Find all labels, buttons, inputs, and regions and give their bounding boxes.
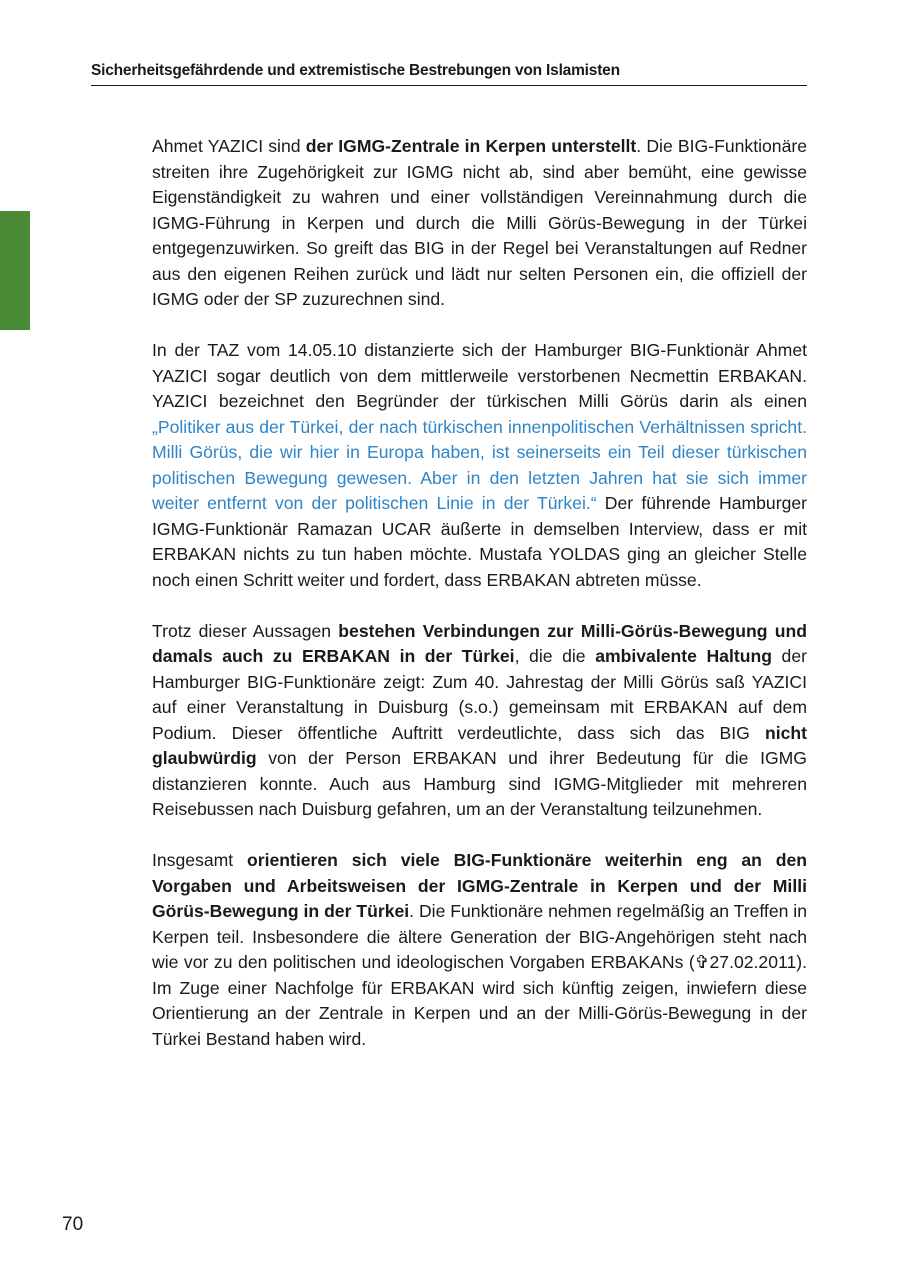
bold-segment: ambivalente Haltung xyxy=(595,646,772,666)
page-number: 70 xyxy=(62,1214,84,1235)
text-segment: Insgesamt xyxy=(152,850,247,870)
text-segment: von der Person ERBAKAN und ihrer Bedeutung für die IGMG distanzieren konnte. Auch aus Hamburg sind IGMG-Mitglieder mit mehreren Reisebussen nach Duisburg gefahren, um an der Veranstaltung teilzunehmen. xyxy=(152,748,807,819)
text-segment: . Die Funktionäre nehmen regelmäßig an Treffen in Kerpen teil. Insbesondere die ältere Generation der BIG-Angehörigen steht nach wie vor zu den politischen und ideologischen Vorgaben ERBAKANs (✞27.02.2011). Im Zuge einer Nachfolge für ERBAKAN wird sich künftig zeigen, inwiefern diese Orientierung an der Zentrale in Kerpen und an der Milli-Görüs-Bewegung in der Türkei Bestand haben wird. xyxy=(152,901,807,1049)
bold-segment: orientieren sich viele BIG-Funktionäre weiterhin eng an den Vorgaben und Arbeitsweisen der IGMG-Zentrale in Kerpen und der Milli Görüs-Bewegung in der Türkei xyxy=(152,850,807,921)
paragraph-1 xyxy=(152,134,807,313)
bold-segment: der IGMG-Zentrale in Kerpen unterstellt xyxy=(305,136,637,156)
bold-segment: nicht glaubwürdig xyxy=(152,722,807,768)
quote-segment: „Politiker aus der Türkei, der nach türkischen innenpolitischen Verhältnissen spricht. Milli Görüs, die wir hier in Europa haben, ist seinerseits ein Teil dieser türkischen politischen Bewegung gewesen. Aber in den letzten Jahren hat sie sich immer weiter entfernt von der politischen Linie in der Türkei.“ xyxy=(152,416,807,513)
paragraph-2 xyxy=(152,338,807,593)
header-rule xyxy=(91,85,807,86)
text-segment: Ahmet YAZICI sind xyxy=(152,136,306,156)
text-segment: Der führende Hamburger IGMG-Funktionär Ramazan UCAR äußerte in demselben Interview, dass er mit ERBAKAN nichts zu tun haben möchte. Mustafa YOLDAS ging an gleicher Stelle noch einen Schritt weiter und fordert, dass ERBAKAN abtreten müsse. xyxy=(152,493,807,590)
text-segment: , die die xyxy=(514,646,596,666)
paragraph-3 xyxy=(152,619,807,823)
body-text xyxy=(152,134,807,1078)
paragraph-4 xyxy=(152,848,807,1052)
text-segment: In der TAZ vom 14.05.10 distanzierte sich der Hamburger BIG-Funktionär Ahmet YAZICI sogar deutlich von dem mittlerweile verstorbenen Necmettin ERBAKAN. YAZICI bezeichnet den Begründer der türkischen Milli Görüs darin als einen xyxy=(152,340,807,411)
bold-segment: bestehen Verbindungen zur Milli-Görüs-Bewegung und damals auch zu ERBAKAN in der Türkei xyxy=(152,620,807,666)
text-segment: . Die BIG-Funktionäre streiten ihre Zugehörigkeit zur IGMG nicht ab, sind aber bemüht, eine gewisse Eigenständigkeit zu wahren und einer vollständigen Vereinnahmung durch die IGMG-Führung in Kerpen und durch die Milli Görüs-Bewegung in der Türkei entgegenzuwirken. So greift das BIG in der Regel bei Veranstaltungen auf Redner aus den eigenen Reihen zurück und lädt nur selten Personen ein, die offiziell der IGMG oder der SP zuzurechnen sind. xyxy=(152,136,807,309)
running-header-title: Sicherheitsgefährdende und extremistische Bestrebungen von Islamisten xyxy=(91,62,620,79)
text-segment: der Hamburger BIG-Funktionäre zeigt: Zum 40. Jahrestag der Milli Görüs saß YAZICI auf einer Veranstaltung in Duisburg (s.o.) gemeinsam mit ERBAKAN auf dem Podium. Dieser öffentliche Auftritt verdeutlichte, dass sich das BIG xyxy=(152,646,807,743)
text-segment: Trotz dieser Aussagen xyxy=(152,620,339,641)
chapter-side-tab xyxy=(0,211,30,330)
